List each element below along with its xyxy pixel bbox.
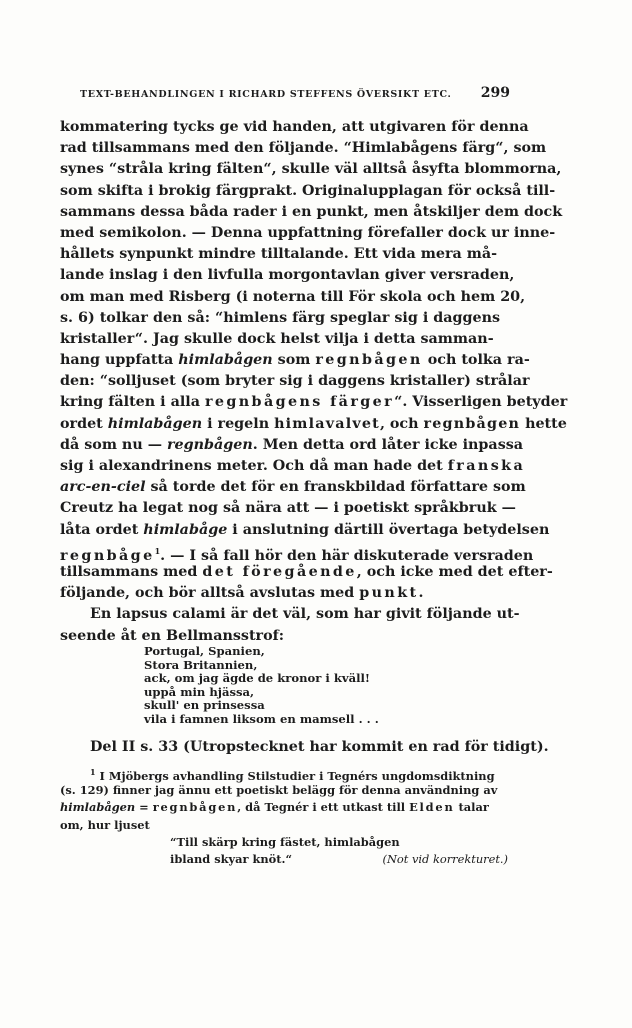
- text-line: kommatering tycks ge vid handen, att utgivaren för denna: [60, 119, 529, 135]
- text-line: Creutz ha legat nog så nära att — i poetiskt språkbruk —: [60, 500, 516, 517]
- spaced-term: regnbågen: [315, 352, 423, 369]
- text-line: synes “stråla kring fälten“, skulle väl alltså åsyfta blommorna,: [60, 161, 562, 178]
- spaced-term: regnbågen: [423, 415, 521, 432]
- text-line: låta ordet himlabåge i anslutning därtill övertaga betydelsen: [60, 521, 550, 538]
- verse-line: Portugal, Spanien,: [144, 644, 265, 658]
- spaced-term: regnbågen: [152, 800, 238, 815]
- text-line: hang uppfatta himlabågen som regnbågen och tolka ra-: [60, 352, 530, 369]
- footnote-line: (s. 129) finner jag ännu ett poetiskt belägg för denna användning av: [60, 782, 498, 797]
- footnote-line: om, hur ljuset: [60, 817, 150, 832]
- footnote-line: himlabågen = regnbågen, då Tegnér i ett utkast till Elden talar: [60, 800, 489, 815]
- verse-line: Stora Britannien,: [144, 657, 258, 672]
- verse-line: vila i famnen liksom en mamsell . . .: [144, 711, 379, 726]
- text-line: ordet himlabågen i regeln himlavalvet, och regnbågen hette: [60, 415, 567, 432]
- italic-term: himlabågen: [178, 352, 273, 369]
- spaced-term: regnbågens färger: [204, 394, 395, 411]
- footnote-line: $^1$ I Mjöbergs avhandling Stilstudier i Tegnérs ungdomsdiktning: [90, 767, 495, 783]
- spaced-term: himlavalvet: [274, 415, 380, 432]
- spaced-term: punkt: [359, 585, 419, 602]
- bellman-verse: [144, 645, 379, 727]
- paragraph-start: En lapsus calami är det väl, som har givit följande ut-: [90, 606, 520, 623]
- italic-term: himlabågen: [107, 415, 203, 432]
- correction-note: (Not vid korrekturet.): [382, 852, 508, 867]
- text-line: följande, och bör alltså avslutas med punkt.: [60, 585, 424, 602]
- text-line: sammans dessa båda rader i en punkt, men åtskiljer dem dock: [60, 203, 563, 220]
- verse-line: ack, om jag ägde de kronor i kväll!: [144, 671, 371, 686]
- italic-term: regnbågen: [166, 436, 253, 453]
- text-line: hållets synpunkt mindre tilltalande. Ett vida mera må-: [60, 246, 498, 263]
- text-line: kristaller“. Jag skulle dock helst vilja i detta samman-: [60, 330, 494, 347]
- text-line: arc-en-ciel så torde det för en franskbildad författare som: [60, 479, 526, 496]
- verse-line: uppå min hjässa,: [144, 684, 255, 699]
- verse-line: “Till skärp kring fästet, himlabågen: [170, 835, 400, 849]
- spaced-term: franska: [447, 458, 526, 474]
- footnote-marker: 1: [154, 545, 161, 556]
- italic-term: arc-en-ciel: [60, 479, 146, 496]
- text-line: då som nu — regnbågen. Men detta ord låter icke inpassa: [60, 436, 524, 453]
- text-line: rad tillsammans med den följande. “Himlabågens färg“, som: [60, 140, 547, 157]
- text-line: den: “solljuset (som bryter sig i daggens kristaller) strålar: [60, 373, 530, 390]
- spaced-term: regnbåge: [60, 547, 155, 564]
- text-line: om man med Risberg (i noterna till För skola och hem 20,: [60, 288, 526, 305]
- spaced-term: det föregående: [202, 563, 357, 580]
- closing-line: Del II s. 33 (Utropstecknet har kommit en rad för tidigt).: [90, 739, 549, 755]
- verse-line: ibland skyar knöt.“ (Not vid korrekturet.): [170, 851, 510, 868]
- text-line: lande inslag i den livfulla morgontavlan giver versraden,: [60, 267, 515, 284]
- verse-line: skull' en prinsessa: [144, 698, 265, 713]
- footnote-verse: [170, 834, 510, 869]
- footnote-marker: 1: [90, 767, 96, 777]
- text-line: kring fälten i alla regnbågens färger“. Visserligen betyder: [60, 394, 568, 411]
- running-header: [80, 85, 510, 101]
- text-line: tillsammans med det föregående, och icke med det efter-: [60, 563, 553, 580]
- main-text: [60, 117, 568, 647]
- text-line: sig i alexandrinens meter. Och då man hade det franska: [60, 458, 526, 474]
- spaced-term: Elden: [409, 800, 455, 815]
- text-line: med semikolon. — Denna uppfattning förefaller dock ur inne-: [60, 224, 556, 241]
- page-number: 299: [480, 85, 510, 101]
- running-title: TEXT-BEHANDLINGEN I RICHARD STEFFENS ÖVERSIKT ETC.: [80, 89, 452, 100]
- italic-term: himlabågen: [60, 800, 136, 815]
- footnote: [60, 764, 510, 834]
- text-line: s. 6) tolkar den så: “himlens färg speglar sig i daggens: [60, 309, 501, 326]
- text-line: regnbåge$^1$. — I så fall hör den här diskuterade versraden: [60, 545, 534, 564]
- italic-term: himlabåge: [143, 521, 228, 538]
- text-line: som skifta i brokig färgprakt. Originalupplagan för också till-: [60, 182, 556, 199]
- text-line: seende åt en Bellmansstrof:: [60, 627, 285, 644]
